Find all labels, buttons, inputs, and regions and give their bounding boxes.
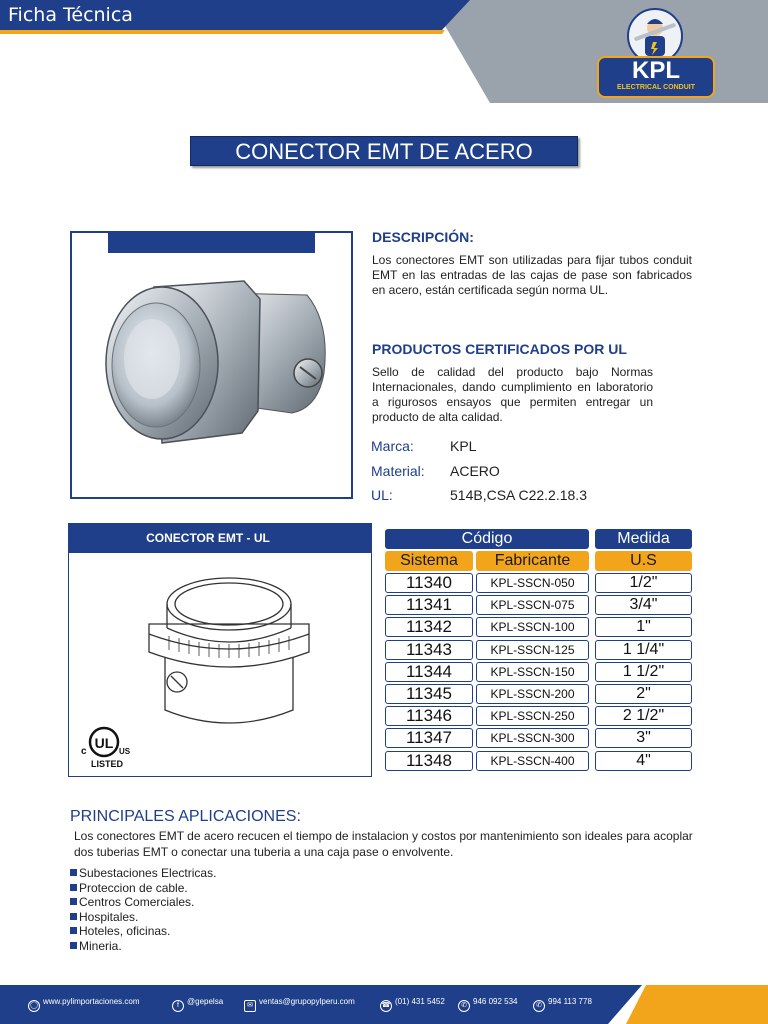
svg-text:US: US: [119, 747, 131, 756]
spec-key-material: Material:: [371, 463, 425, 479]
footer-accent: [626, 985, 768, 1024]
footer-phone[interactable]: ☎ (01) 431 5452: [380, 997, 445, 1012]
footer-cel2[interactable]: ✆ 994 113 778: [533, 997, 592, 1012]
facebook-icon: f: [172, 1000, 184, 1012]
certificados-heading: PRODUCTOS CERTIFICADOS POR UL: [372, 341, 627, 357]
cell-us: 3/4": [595, 595, 692, 615]
ul-listed-icon: [79, 724, 129, 772]
bullet-square-icon: [70, 942, 77, 949]
drawing-frame: [68, 523, 372, 777]
descripcion-heading: DESCRIPCIÓN:: [372, 229, 474, 245]
cell-fabricante: KPL-SSCN-400: [476, 751, 589, 771]
cell-us: 1": [595, 617, 692, 637]
list-item: Centros Comerciales.: [70, 895, 216, 910]
kpl-logo: [597, 6, 717, 96]
cell-sistema: 11344: [385, 662, 473, 682]
table-col-us: U.S: [595, 551, 692, 571]
cell-sistema: 11343: [385, 640, 473, 660]
table-col-fabricante: Fabricante: [476, 551, 589, 571]
cell-us: 1 1/4": [595, 640, 692, 660]
table-header-medida: Medida: [595, 529, 692, 549]
list-item: Hospitales.: [70, 910, 216, 925]
bullet-square-icon: [70, 884, 77, 891]
cell-us: 2 1/2": [595, 706, 692, 726]
bullet-square-icon: [70, 927, 77, 934]
cell-fabricante: KPL-SSCN-125: [476, 640, 589, 660]
logo-brand: KPL: [632, 57, 680, 84]
phone-icon: ☎: [380, 1000, 392, 1012]
cell-us: 3": [595, 728, 692, 748]
cell-fabricante: KPL-SSCN-075: [476, 595, 589, 615]
footer-email[interactable]: ✉ ventas@grupopylperu.com: [244, 997, 355, 1012]
mail-icon: ✉: [244, 1000, 256, 1012]
spec-value-material: ACERO: [450, 463, 500, 479]
drawing-label: CONECTOR EMT - UL: [146, 531, 270, 545]
cell-us: 4": [595, 751, 692, 771]
certificados-text: Sello de calidad del producto bajo Normas Internacionales, dando cumplimiento en laboratorio a rigurosos ensayos que permiten entregar un producto de alta calidad.: [372, 365, 653, 424]
cell-fabricante: KPL-SSCN-100: [476, 617, 589, 637]
logo-subtitle: ELECTRICAL CONDUIT: [616, 84, 696, 91]
svg-text:c: c: [81, 746, 87, 757]
aplicaciones-list: [70, 866, 216, 953]
cell-us: 2": [595, 684, 692, 704]
cell-sistema: 11348: [385, 751, 473, 771]
list-item: Hoteles, oficinas.: [70, 924, 216, 939]
cell-sistema: 11341: [385, 595, 473, 615]
photo-label-tab: [108, 233, 315, 253]
product-photo-frame: [70, 231, 353, 499]
footer-cel1[interactable]: ✆ 946 092 534: [458, 997, 518, 1012]
footer-web[interactable]: ◯ www.pylimportaciones.com: [28, 997, 139, 1012]
cell-sistema: 11347: [385, 728, 473, 748]
cell-sistema: 11345: [385, 684, 473, 704]
whatsapp-icon: ✆: [533, 1000, 545, 1012]
connector-photo-icon: [72, 233, 351, 497]
list-item: Mineria.: [70, 939, 216, 954]
svg-text:UL: UL: [94, 735, 114, 751]
spec-value-ul: 514B,CSA C22.2.18.3: [450, 487, 587, 503]
globe-icon: ◯: [28, 1000, 40, 1012]
bullet-square-icon: [70, 913, 77, 920]
whatsapp-icon: ✆: [458, 1000, 470, 1012]
spec-key-ul: UL:: [371, 487, 393, 503]
cell-sistema: 11340: [385, 573, 473, 593]
header-accent-stripe: [0, 30, 445, 34]
cell-fabricante: KPL-SSCN-250: [476, 706, 589, 726]
descripcion-text: Los conectores EMT son utilizadas para fijar tubos conduit EMT en las entradas de las cajas de pase son fabricados en acero, están certificada según norma UL.: [372, 253, 692, 297]
product-title-box: [190, 136, 578, 166]
table-header-codigo: Código: [385, 529, 589, 549]
cell-sistema: 11346: [385, 706, 473, 726]
bullet-square-icon: [70, 898, 77, 905]
cell-us: 1/2": [595, 573, 692, 593]
cell-fabricante: KPL-SSCN-150: [476, 662, 589, 682]
cell-us: 1 1/2": [595, 662, 692, 682]
aplicaciones-text: Los conectores EMT de acero recucen el tiempo de instalacion y costos por mantenimiento son ideales para acoplar dos tuberias EMT o conectar una tuberia a una caja pase o envolvente.: [74, 829, 693, 859]
spec-value-marca: KPL: [450, 438, 477, 454]
ul-listed-label: LISTED: [91, 759, 124, 769]
cell-fabricante: KPL-SSCN-300: [476, 728, 589, 748]
cell-fabricante: KPL-SSCN-200: [476, 684, 589, 704]
cell-sistema: 11342: [385, 617, 473, 637]
header-title: Ficha Técnica: [8, 4, 133, 26]
product-title: CONECTOR EMT DE ACERO: [235, 139, 533, 164]
spec-key-marca: Marca:: [371, 438, 414, 454]
cell-fabricante: KPL-SSCN-050: [476, 573, 589, 593]
bullet-square-icon: [70, 869, 77, 876]
aplicaciones-heading: PRINCIPALES APLICACIONES:: [70, 808, 301, 825]
list-item: Proteccion de cable.: [70, 881, 216, 896]
footer-facebook[interactable]: f @gepelsa: [172, 997, 223, 1012]
table-col-sistema: Sistema: [385, 551, 473, 571]
list-item: Subestaciones Electricas.: [70, 866, 216, 881]
